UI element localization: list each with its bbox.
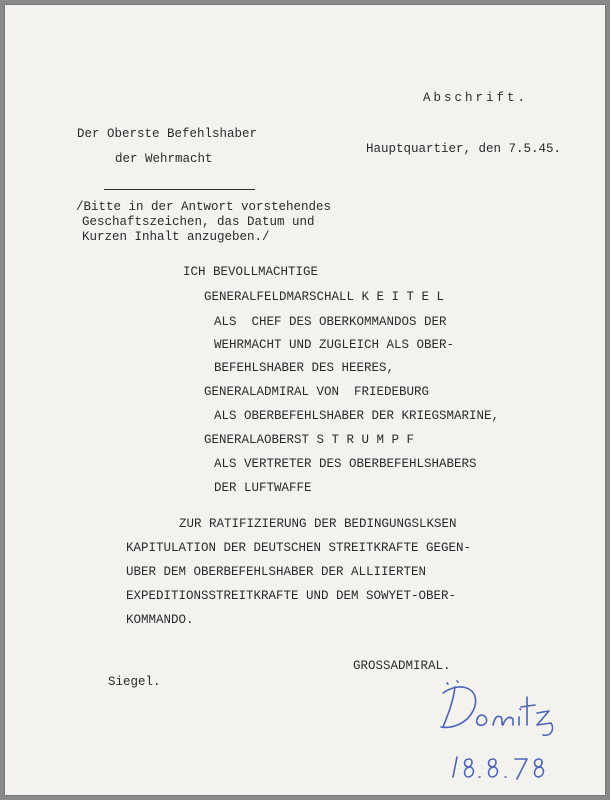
ratification-line-2: KAPITULATION DER DEUTSCHEN STREITKRAFTE GEGEN- [126,541,472,555]
instruction-line-3: Kurzen Inhalt anzugeben./ [82,230,270,244]
sender-line-2: der Wehrmacht [115,152,213,166]
body-line-2: GENERALFELDMARSCHALL K E I T E L [204,290,445,304]
instruction-line-2: Geschaftszeichen, das Datum und [82,215,315,229]
sender-line-1: Der Oberste Befehlshaber [77,127,258,141]
ratification-line-5: KOMMANDO. [126,613,194,627]
body-line-8: GENERALAOBERST S T R U M P F [204,433,415,447]
body-line-9: ALS VERTRETER DES OBERBEFEHLSHABERS [214,457,477,471]
body-line-5: BEFEHLSHABER DES HEERES, [214,361,395,375]
handwritten-signature [423,673,583,793]
body-line-4: WEHRMACHT UND ZUGLEICH ALS OBER- [214,338,455,352]
copy-mark: Abschrift. [423,91,529,105]
instruction-line-1: /Bitte in der Antwort vorstehendes [76,200,332,214]
body-line-3: ALS CHEF DES OBERKOMMANDOS DER [214,315,447,329]
body-line-1: ICH BEVOLLMACHTIGE [183,265,319,279]
seal-label: Siegel. [108,675,161,689]
body-line-6: GENERALADMIRAL VON FRIEDEBURG [204,385,430,399]
grossadmiral-title: GROSSADMIRAL. [353,659,451,673]
reference-rule [104,189,255,190]
body-line-7: ALS OBERBEFEHLSHABER DER KRIEGSMARINE, [214,409,500,423]
body-line-10: DER LUFTWAFFE [214,481,312,495]
ratification-line-4: EXPEDITIONSSTREITKRAFTE UND DEM SOWYET-OBER- [126,589,457,603]
ratification-line-3: UBER DEM OBERBEFEHLSHABER DER ALLIIERTEN [126,565,427,579]
place-date: Hauptquartier, den 7.5.45. [366,142,562,156]
document-page [5,5,605,795]
ratification-line-1: ZUR RATIFIZIERUNG DER BEDINGUNGSLKSEN [179,517,457,531]
